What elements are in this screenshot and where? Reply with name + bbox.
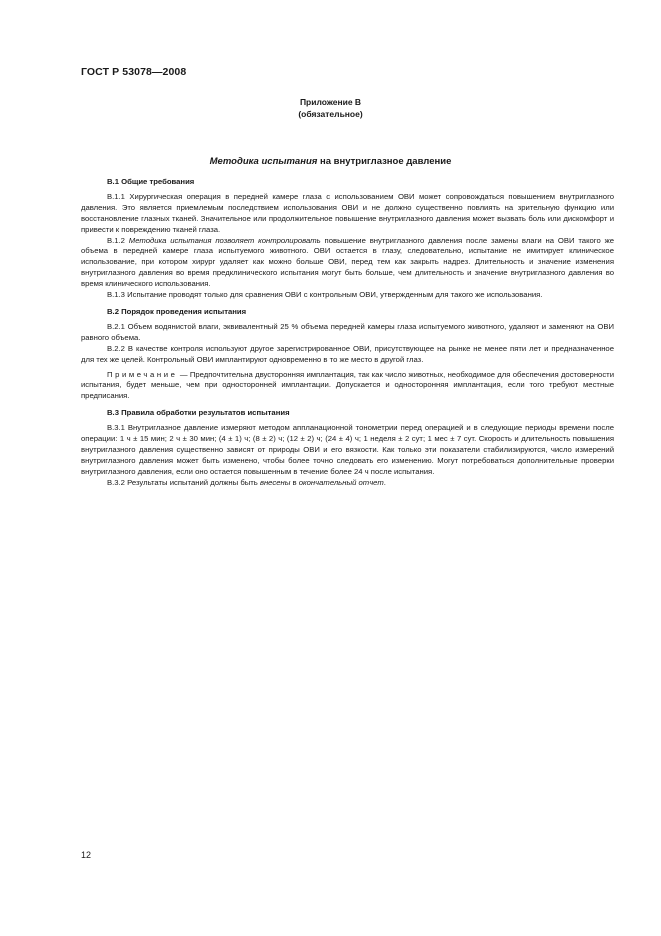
note-label: Примечание [107,369,178,379]
title-rest: на внутриглазное давление [317,156,452,167]
title-italic: Методика испытания [209,156,318,167]
paragraph-b3-2-prefix: В.3.2 Результаты испытаний должны быть [107,477,260,487]
appendix-status: (обязательное) [298,109,363,119]
paragraph-b1-2-prefix: В.1.2 [107,235,129,245]
document-code: ГОСТ Р 53078—2008 [81,66,187,78]
appendix-title [0,156,661,167]
paragraph-b1-2-italic: Методика испытания позволяет контролировать [128,235,321,245]
paragraph-b3-1: В.3.1 Внутриглазное давление измеряют методом аппланационной тонометрии перед операцией и в следующие периоды времени после операции: 1 ч ± 15 мин; 2 ч ± 30 мин; (4 ± 1) ч; (8 ± 2) ч; (12 ± 2) ч; (24 ± 4) ч; 1 неделя ± 2 сут; 1 мес ± 7 сут. Скорость и длительность повышения внутриглазного давления существенно зависят от природы ОВИ и его вязкости. Как только эти показатели стабилизируются, число измерений внутриглазного давления может быть изменено, чтобы более точно следовать его изменению. Могут потребоваться дополнительные проверки внутриглазного давления, если оно остается повышенным в течение более 24 ч после испытания. [81,423,614,476]
paragraph-b2-1: В.2.1 Объем водянистой влаги, эквивалентный 25 % объема передней камеры глаза испытуемого животного, удаляют и заменяют на ОВИ равного объема. [81,321,614,342]
document-body [81,177,614,489]
appendix-label: Приложение В [299,97,362,107]
note-text: — Предпочтительна двусторонняя имплантация, так как число животных, необходимое для обеспечения достоверности испытания, будет меньше, чем при односторонней имплантации. Допускается и односторонняя имплантация, если того требуют местные предписания. [81,369,614,401]
paragraph-b1-1: В.1.1 Хирургическая операция в передней камере глаза с использованием ОВИ может сопровождаться повышением внутриглазного давления. Это является приемлемым последствием использования ОВИ и не должно существенно повлиять на зрительную функцию или восстановление глазных тканей. Значительное или продолжительное повышение внутриглазного давления может вызвать боль или дискомфорт и привести к повреждению тканей глаза. [81,191,614,234]
note-paragraph [81,370,614,403]
paragraph-b1-2-rest: повышение внутриглазного давления после замены влаги на ОВИ такого же объема в передней камере глаза испытуемого животного. ОВИ остается в глазу, следовательно, испытание не имитирует клиническое использование, при котором хирург удаляет как можно больше ОВИ, перед тем как закрыть надрез. Длительность и значение изменения внутриглазного давления во время предклинического испытания могут быть больше, чем длительность и значение внутриглазного давления во время клинического использования. [81,235,614,289]
paragraph-b1-3: В.1.3 Испытание проводят только для сравнения ОВИ с контрольным ОВИ, утвержденным для такого же использования. [107,290,543,300]
paragraph-b3-2 [81,478,614,489]
page-number: 12 [81,850,92,860]
paragraph-b1-2 [81,236,614,291]
paragraph-b3-2-mid: в [290,477,299,487]
appendix-heading [0,96,661,120]
paragraph-b3-2-italic-1: внесены [259,477,291,487]
section-heading-b2: В.2 Порядок проведения испытания [107,306,247,316]
paragraph-b3-2-italic-2: окончательный отчет [298,477,384,487]
paragraph-b3-2-end: . [383,477,386,487]
paragraph-b2-2: В.2.2 В качестве контроля используют другое зарегистрированное ОВИ, присутствующее на рынке не менее пяти лет и предназначенное для тех же целей. Контрольный ОВИ имплантируют одновременно в то же место в другой глаз. [81,343,614,364]
section-heading-b1: В.1 Общие требования [107,177,195,186]
section-heading-b3: В.3 Правила обработки результатов испытания [107,408,290,418]
